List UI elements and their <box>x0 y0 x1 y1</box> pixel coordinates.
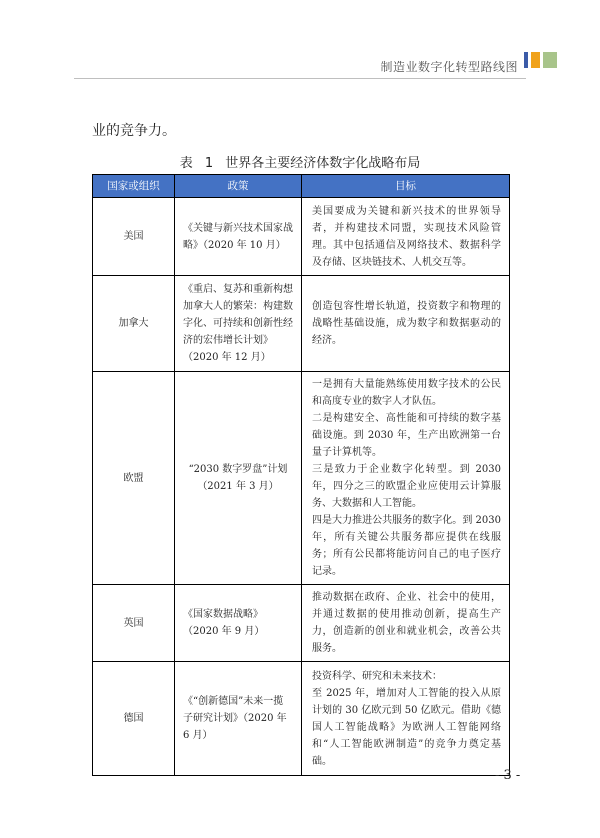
policy-cell: 《国家数据战略》（2020 年 9 月） <box>175 585 302 662</box>
goal-line: 一是拥有大量能熟练使用数字技术的公民和高度专业的数字人才队伍。 <box>312 379 501 407</box>
header-color-bars <box>524 52 557 68</box>
header-rule <box>74 78 526 79</box>
header-bar-green <box>543 52 557 68</box>
running-header-title: 制造业数字化转型路线图 <box>380 60 518 74</box>
goal-cell <box>302 662 510 776</box>
country-cell: 加拿大 <box>93 276 175 372</box>
page-number: - 3 - <box>495 768 521 783</box>
goal-line: 投资科学、研究和未来技术： <box>312 670 442 682</box>
goal-line: 推动数据在政府、企业、社会中的使用，并通过数据的使用推动创新，提高生产力，创造新的创业和就业机会，改善公共服务。 <box>312 592 501 654</box>
table-header-row <box>93 175 510 198</box>
country-cell: 德国 <box>93 662 175 776</box>
country-cell: 美国 <box>93 198 175 276</box>
goal-line: 至 2025 年，增加对人工智能的投入从原计划的 30 亿欧元到 50 亿欧元。借助《德国人工智能战略》为欧洲人工智能网络和“人工智能欧洲制造”的竞争力奠定基础。 <box>312 687 501 767</box>
goal-line: 二是构建安全、高性能和可持续的数字基础设施。到 2030 年，生产出欧洲第一台量子计算机等。 <box>312 413 501 458</box>
column-header-goal: 目标 <box>302 175 510 198</box>
country-cell: 欧盟 <box>93 372 175 585</box>
policy-cell: “2030 数字罗盘”计划（2021 年 3 月） <box>175 372 302 585</box>
column-header-country: 国家或组织 <box>93 175 175 198</box>
column-header-policy: 政策 <box>175 175 302 198</box>
header-bar-orange <box>531 52 540 68</box>
table-row <box>93 198 510 276</box>
strategy-table <box>92 174 510 776</box>
goal-cell <box>302 372 510 585</box>
table-row <box>93 585 510 662</box>
table-row <box>93 372 510 585</box>
goal-line: 美国要成为关键和新兴技术的世界领导者，并构建技术同盟，实现技术风险管理。其中包括通信及网络技术、数据科学及存储、区块链技术、人机交互等。 <box>312 205 501 268</box>
policy-cell: 《重启、复苏和重新构想加拿大人的繁荣：构建数字化、可持续和创新性经济的宏伟增长计划》（2020 年 12 月） <box>175 276 302 372</box>
goal-line: 四是大力推进公共服务的数字化。到 2030 年，所有关键公共服务都应提供在线服务；所有公民都将能访问自己的电子医疗记录。 <box>312 515 501 577</box>
intro-text: 业的竞争力。 <box>92 123 176 139</box>
goal-line: 三是致力于企业数字化转型。到 2030 年，四分之三的欧盟企业应使用云计算服务、大数据和人工智能。 <box>312 464 501 509</box>
policy-cell: 《“创新德国”未来一揽子研究计划》（2020 年 6 月） <box>175 662 302 776</box>
goal-line: 创造包容性增长轨道，投资数字和物理的战略性基础设施，成为数字和数据驱动的经济。 <box>312 301 501 346</box>
table-row <box>93 662 510 776</box>
country-cell: 英国 <box>93 585 175 662</box>
goal-cell <box>302 585 510 662</box>
table-caption: 表 1 世界各主要经济体数字化战略布局 <box>179 156 421 171</box>
goal-cell <box>302 198 510 276</box>
goal-cell <box>302 276 510 372</box>
header-bar-blue <box>524 52 528 68</box>
policy-cell: 《关键与新兴技术国家战略》（2020 年 10 月） <box>175 198 302 276</box>
table-row <box>93 276 510 372</box>
